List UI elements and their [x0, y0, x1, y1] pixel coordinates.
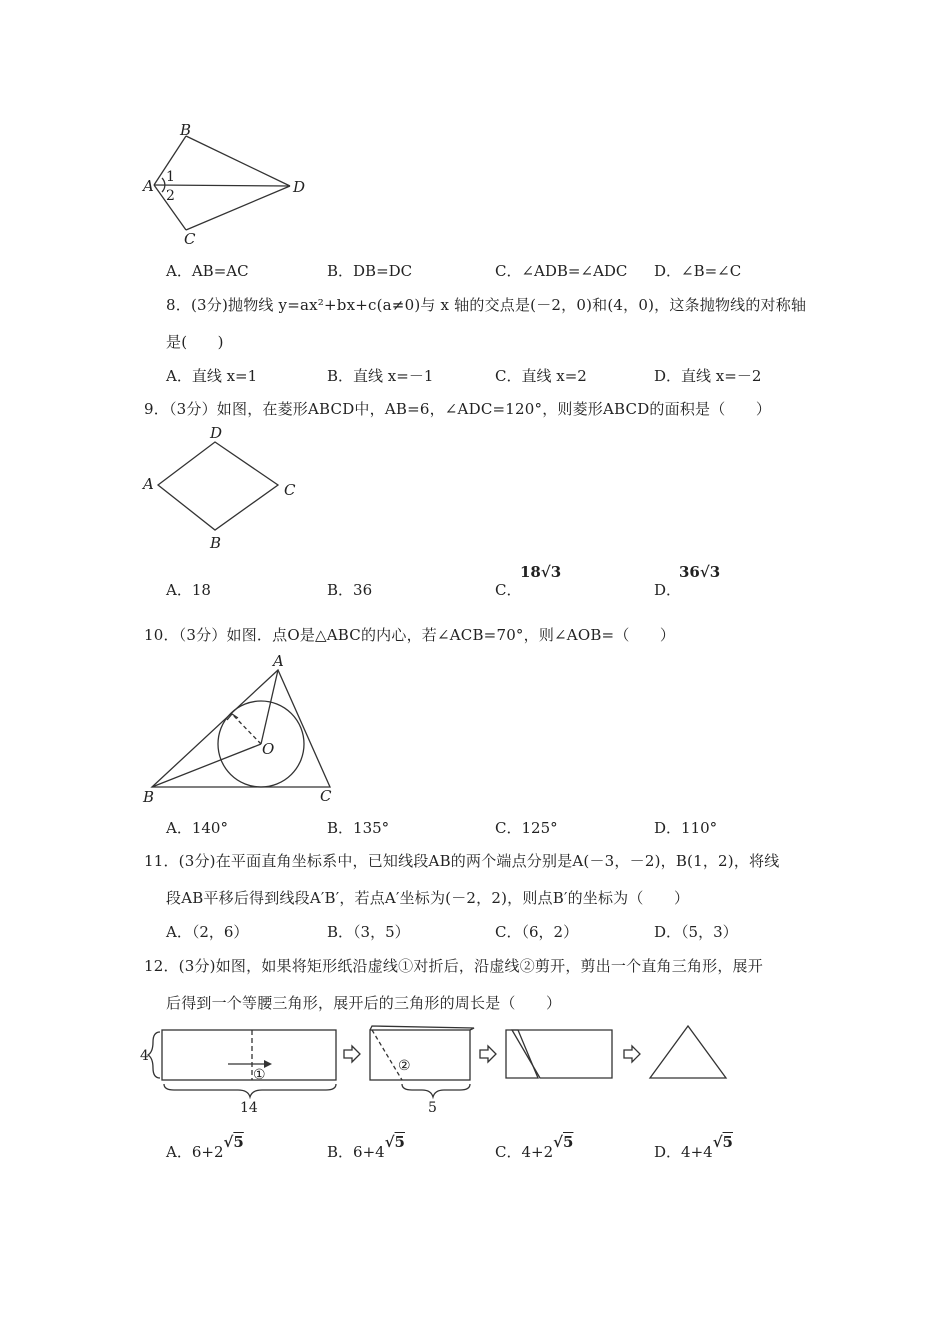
- q10-label-o: O: [262, 740, 275, 758]
- q11-option-d: D．（5，3）: [654, 923, 738, 941]
- q8-option-d: D．直线 x=－2: [654, 367, 762, 385]
- q7-option-c: C．∠ADB=∠ADC: [495, 262, 628, 280]
- q8-option-c: C．直线 x=2: [495, 367, 587, 385]
- q7-option-d: D．∠B=∠C: [654, 262, 742, 280]
- q11-option-b: B．（3，5）: [327, 923, 410, 941]
- q7-kite-figure: [140, 118, 320, 248]
- q12-option-b-text: B．6+4: [327, 1143, 385, 1161]
- q11-option-a: A．（2，6）: [166, 923, 249, 941]
- q8-stem-line2: 是( ): [166, 333, 224, 351]
- q12-option-c-radicand: 5: [563, 1133, 574, 1151]
- q10-incircle-figure: [140, 650, 340, 810]
- q12-folding-figure: [140, 1022, 740, 1122]
- q10-option-a: A．140°: [166, 819, 228, 837]
- q9-option-a: A．18: [166, 581, 211, 599]
- q7-option-b: B．DB=DC: [327, 262, 413, 280]
- q12-stem-line2: 后得到一个等腰三角形，展开后的三角形的周长是（ ）: [166, 994, 562, 1012]
- q11-stem-line2: 段AB平移后得到线段A′B′，若点A′坐标为(－2，2)，则点B′的坐标为（ ）: [166, 889, 690, 907]
- q12-option-a: A．6+2√5: [166, 1133, 244, 1161]
- q9-option-d-math: 36√3: [679, 563, 721, 581]
- q9-stem: 9．（3分）如图，在菱形ABCD中，AB=6，∠ADC=120°，则菱形ABCD的面积是（ ）: [144, 400, 772, 418]
- q9-label-c: C: [284, 481, 296, 499]
- q10-label-b: B: [143, 788, 155, 806]
- q12-option-d-text: D．4+4: [654, 1143, 713, 1161]
- q7-label-d: D: [293, 178, 306, 196]
- q9-option-b: B．36: [327, 581, 373, 599]
- q12-label-circle1: ①: [253, 1067, 266, 1083]
- q12-option-a-text: A．6+2: [166, 1143, 224, 1161]
- q12-option-b-radicand: 5: [394, 1133, 405, 1151]
- q10-label-a: A: [273, 652, 284, 670]
- q12-label-5: 5: [428, 1100, 437, 1116]
- q7-label-a: A: [143, 177, 154, 195]
- q12-option-d-radicand: 5: [722, 1133, 733, 1151]
- q9-rhombus-figure: [140, 422, 310, 557]
- q12-option-a-radicand: 5: [233, 1133, 244, 1151]
- q7-angle-2: 2: [166, 188, 175, 204]
- q10-option-d: D．110°: [654, 819, 718, 837]
- q9-option-d: D．: [654, 581, 682, 599]
- q8-option-b: B．直线 x=－1: [327, 367, 434, 385]
- q12-stem-line1: 12．(3分)如图，如果将矩形纸沿虚线①对折后，沿虚线②剪开，剪出一个直角三角形，展开: [144, 957, 763, 975]
- q11-option-c: C．（6，2）: [495, 923, 579, 941]
- q10-option-b: B．135°: [327, 819, 390, 837]
- q9-label-b: B: [210, 534, 222, 552]
- q9-label-d: D: [210, 424, 223, 442]
- q10-label-c: C: [320, 787, 332, 805]
- q12-option-d: D．4+4√5: [654, 1133, 733, 1161]
- q12-label-14: 14: [240, 1100, 258, 1116]
- q12-label-4: 4: [140, 1048, 149, 1064]
- q7-angle-1: 1: [166, 169, 175, 185]
- q8-stem-line1: 8．(3分)抛物线 y=ax²+bx+c(a≠0)与 x 轴的交点是(－2，0)和(4，0)，这条抛物线的对称轴: [166, 296, 807, 314]
- q12-option-c: C．4+2√5: [495, 1133, 574, 1161]
- q10-stem: 10．（3分）如图．点O是△ABC的内心，若∠ACB=70°，则∠AOB=（ ）: [144, 626, 676, 644]
- q7-option-a: A．AB=AC: [166, 262, 249, 280]
- q12-option-c-text: C．4+2: [495, 1143, 554, 1161]
- q10-option-c: C．125°: [495, 819, 558, 837]
- q7-label-b: B: [180, 121, 192, 139]
- q11-stem-line1: 11．(3分)在平面直角坐标系中，已知线段AB的两个端点分别是A(－3，－2)，B(1，2)，将线: [144, 852, 780, 870]
- q9-option-c: C．: [495, 581, 522, 599]
- q9-label-a: A: [143, 475, 154, 493]
- q9-option-c-math: 18√3: [520, 563, 562, 581]
- q12-option-b: B．6+4√5: [327, 1133, 405, 1161]
- q12-label-circle2: ②: [398, 1058, 411, 1074]
- q8-option-a: A．直线 x=1: [166, 367, 258, 385]
- q7-label-c: C: [184, 230, 196, 248]
